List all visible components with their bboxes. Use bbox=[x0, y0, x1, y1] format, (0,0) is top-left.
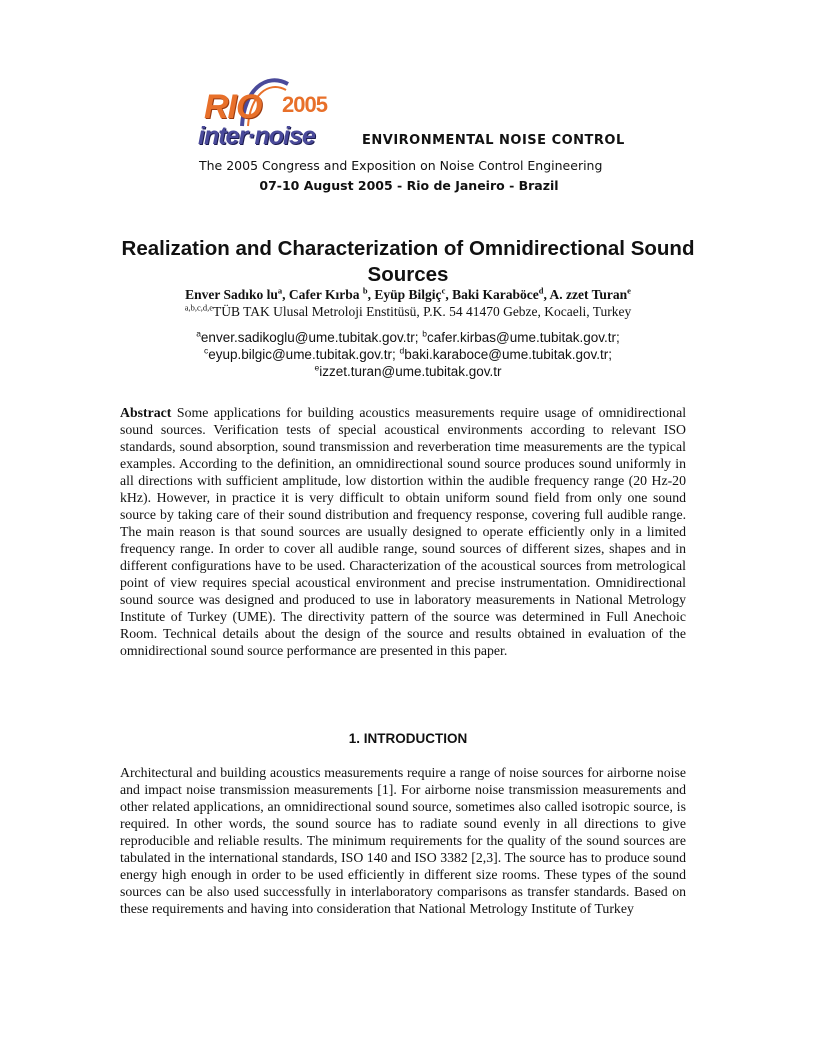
author-name: Enver Sadıko lu bbox=[185, 287, 278, 302]
intro-text: transmission measurements and other related applications, an omnidirectional sound source, bbox=[120, 782, 686, 814]
paper-title: Realization and Characterization of Omnidirectional Sound Sources bbox=[121, 237, 695, 286]
abstract-text: omnidirectional sound sources. Verification tests of special acoustical environments bbox=[120, 405, 687, 437]
abstract-text: instrumentation. Omnidirectional sound source was designed and produced to use in bbox=[120, 575, 687, 607]
affiliation-sup: a,b,c,d,e bbox=[184, 302, 214, 313]
abstract bbox=[120, 404, 686, 659]
abstract-text: time measurements are the typical examples. According to the definition, an omnidirectional bbox=[120, 439, 686, 471]
abstract-text: pattern of the source was determined in Full Anechoic Room. Technical details about the bbox=[120, 609, 687, 641]
abstract-text: design of the source and results obtained in evaluation of the omnidirectional sound source bbox=[120, 626, 686, 658]
conference-dates: 07-10 August 2005 - Rio de Janeiro - Brazil bbox=[259, 178, 559, 193]
affiliation-text: TÜB TAK Ulusal Metroloji Enstitüsü, P.K. 54 41470 Gebze, Kocaeli, Turkey bbox=[213, 304, 632, 319]
abstract-text: range. In order to cover all audible range, sound sources of different sizes, shapes and in bbox=[179, 541, 686, 556]
email-link[interactable]: baki.karaboce@ume.tubitak.gov.tr bbox=[404, 347, 609, 362]
intro-text: to be used efficiently in different size rooms. These types of the sound sources can be also bbox=[120, 867, 687, 899]
author-name: A. zzet Turan bbox=[549, 287, 628, 302]
abstract-label: Abstract bbox=[120, 405, 172, 420]
author-name: Cafer Kırba bbox=[288, 287, 363, 302]
author-sup: e bbox=[627, 285, 631, 296]
abstract-text: metrological point of view requires special acoustical environment and precise bbox=[120, 558, 686, 590]
abstract-text: difficult to obtain uniform sound field from only one sound source by taking care of their bbox=[120, 490, 686, 522]
logo-internoise-text: inter·noise bbox=[198, 122, 315, 150]
email-sup: b bbox=[422, 328, 427, 339]
intro-text: radiate sound evenly in all directions to give reproducible and reliable results. The minimum bbox=[120, 816, 686, 848]
author-name: Eyüp Bilgiç bbox=[374, 287, 442, 302]
abstract-text: sound source produces sound uniformly in all directions with sufficient amplitude, low bbox=[120, 456, 686, 488]
abstract-text: according to relevant ISO standards, sound absorption, sound transmission and reverberation bbox=[120, 422, 686, 454]
author-name: Baki Karaböce bbox=[452, 287, 539, 302]
section-heading-introduction: 1. INTRODUCTION bbox=[348, 731, 468, 746]
abstract-text: different configurations have to be used. Characterization of the acoustical sources from bbox=[120, 558, 613, 573]
author-emails: $^a$enver.sadikoglu@ume.tubitak.gov.tr; $^b$cafer.kirbas@ume.tubitak.gov.tr; $^c$eyup.bilgic@ume.tubitak.gov.tr; $^d$baki.karaboce@ume.tubitak.gov.tr; $^e$izzet.turan@ume.tubitak.gov.tr bbox=[196, 328, 620, 379]
affiliation bbox=[100, 303, 716, 320]
abstract-text: performance are presented in this paper. bbox=[286, 643, 508, 658]
introduction-body bbox=[120, 764, 686, 917]
intro-text: used successfully in interlaboratory comparisons as transfer standards. Based on these bbox=[120, 884, 686, 916]
author-sup: a bbox=[277, 285, 283, 296]
author-sup: c bbox=[441, 285, 446, 296]
logo-rio-text: RIO bbox=[204, 88, 262, 126]
internoise-logo bbox=[196, 70, 356, 152]
author-sup: d bbox=[538, 285, 544, 296]
conference-header bbox=[196, 70, 626, 200]
intro-text: Architectural and building acoustics measurements require a range of noise sources for bbox=[120, 765, 604, 780]
abstract-text: sound distribution and frequency response, covering full audible range. The main reason is bbox=[120, 507, 687, 539]
email-sup: d bbox=[399, 345, 405, 356]
abstract-text: laboratory measurements in National Metrology Institute of Turkey (UME). The directivity bbox=[120, 592, 686, 624]
author-list: Enver Sadıko $lu^a$, Cafer Kırba $^b$, Eyüp Bilgiç$^c$, Baki Karaböce$^d$, A. zzet Turan$^e$ bbox=[185, 285, 631, 302]
intro-text: requirements and having into consideration that National Metrology Institute of Turkey bbox=[151, 901, 634, 916]
email-sup: c bbox=[203, 345, 209, 356]
abstract-text: that sound sources are usually designed to operate efficiently only in a limited frequency bbox=[120, 524, 686, 556]
intro-text: sometimes also called isotropic source, is required. In other words, the sound source has to bbox=[120, 799, 686, 831]
email-sup: e bbox=[314, 362, 320, 373]
email-link[interactable]: eyup.bilgic@ume.tubitak.gov.tr bbox=[208, 347, 392, 362]
intro-text: requirements for the quality of the sound sources are tabulated in the international standards, bbox=[120, 833, 686, 865]
email-link[interactable]: cafer.kirbas@ume.tubitak.gov.tr bbox=[427, 330, 617, 345]
author-sup: b bbox=[362, 285, 368, 296]
intro-text: ISO 140 and ISO 3382 [2,3]. The source has to produce sound energy high enough in order bbox=[120, 850, 687, 882]
abstract-text: Some applications for building acoustics measurements require usage of bbox=[176, 405, 594, 420]
email-sup: a bbox=[196, 328, 201, 339]
conference-theme: ENVIRONMENTAL NOISE CONTROL bbox=[362, 133, 625, 148]
congress-line: The 2005 Congress and Exposition on Noise Control Engineering bbox=[199, 158, 603, 173]
email-link[interactable]: enver.sadikoglu@ume.tubitak.gov.tr bbox=[200, 330, 415, 345]
intro-text: airborne noise and impact noise transmission measurements [1]. For airborne noise bbox=[120, 765, 686, 797]
logo-year-text: 2005 bbox=[282, 92, 327, 117]
abstract-text: distortion within the audible frequency range (20 Hz-20 kHz). However, in practice it is very bbox=[120, 473, 686, 505]
email-link[interactable]: izzet.turan@ume.tubitak.gov.tr bbox=[319, 364, 502, 379]
